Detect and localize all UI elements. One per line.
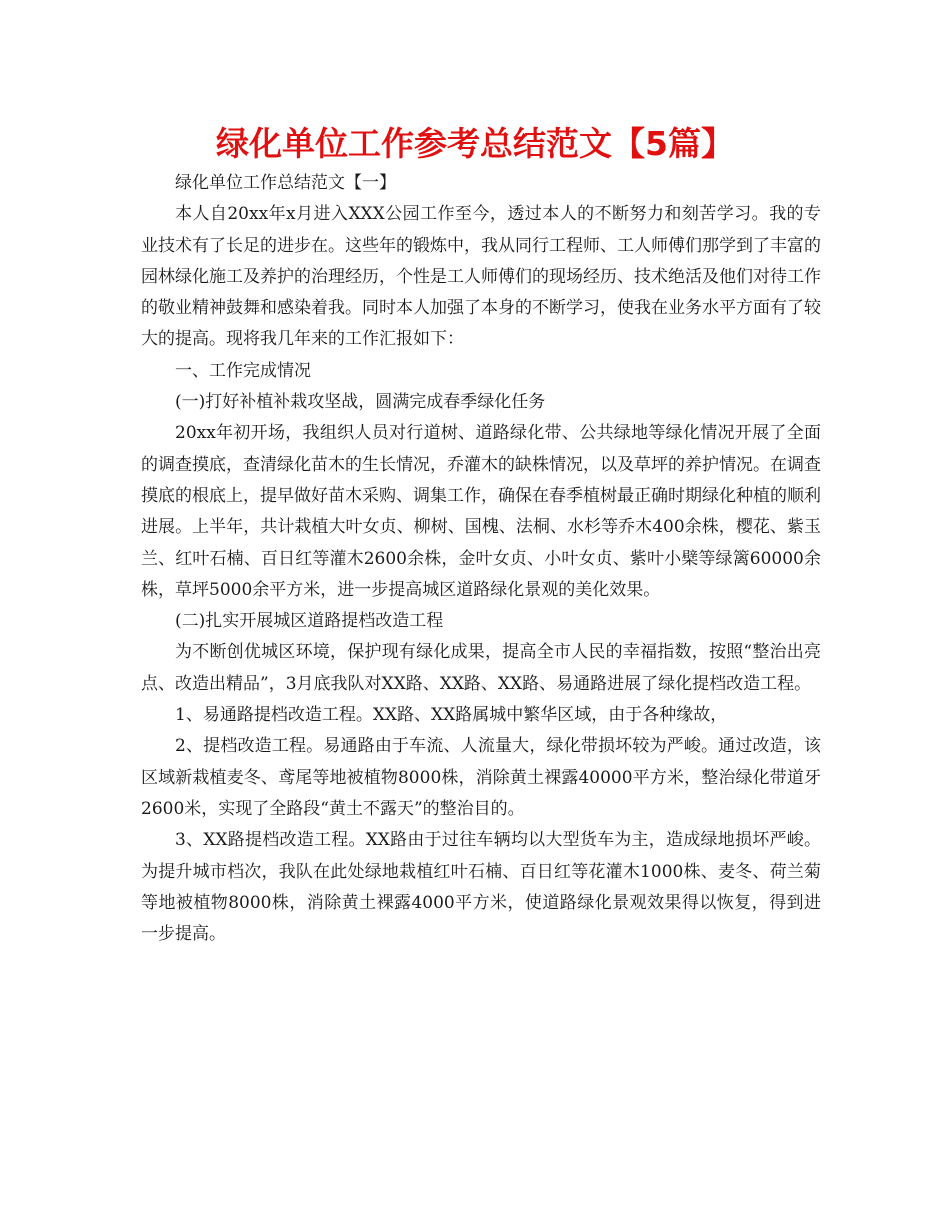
paragraph: 20xx年初开场，我组织人员对行道树、道路绿化带、公共绿地等绿化情况开展了全面的调查摸底，查清绿化苗木的生长情况，乔灌木的缺株情况，以及草坪的养护情况。在调查摸底的根底上，提早做好苗木采购、调集工作，确保在春季植树最正确时期绿化种植的顺利进展。上半年，共计栽植大叶女贞、柳树、国槐、法桐、水杉等乔木400余株，樱花、紫玉兰、红叶石楠、百日红等灌木2600余株，金叶女贞、小叶女贞、紫叶小檗等绿篱60000余株，草坪5000余平方米，进一步提高城区道路绿化景观的美化效果。 (141, 423, 821, 600)
subsection-heading: (二)扎实开展城区道路提档改造工程 (175, 611, 444, 632)
paragraph: 为不断创优城区环境，保护现有绿化成果，提高全市人民的幸福指数，按照“整治出亮点、改造出精品”，3月底我队对XX路、XX路、XX路、易通路进展了绿化提档改造工程。 (141, 642, 821, 694)
document-body (141, 168, 821, 950)
section-heading: 绿化单位工作总结范文【一】 (175, 173, 396, 193)
paragraph: 3、XX路提档改造工程。XX路由于过往车辆均以大型货车为主，造成绿地损坏严峻。为提升城市档次，我队在此处绿地栽植红叶石楠、百日红等花灌木1000株、麦冬、荷兰菊等地被植物8000株，消除黄土裸露4000平方米，使道路绿化景观效果得以恢复，得到进一步提高。 (141, 830, 821, 945)
section-heading: 一、工作完成情况 (175, 360, 311, 381)
paragraph: 本人自20xx年x月进入XXX公园工作至今，透过本人的不断努力和刻苦学习。我的专业技术有了长足的进步在。这些年的锻炼中，我从同行工程师、工人师傅们那学到了丰富的园林绿化施工及养护的治理经历，个性是工人师傅们的现场经历、技术绝活及他们对待工作的敬业精神鼓舞和感染着我。同时本人加强了本身的不断学习，使我在业务水平方面有了较大的提高。现将我几年来的工作汇报如下： (141, 204, 821, 350)
subsection-heading: (一)打好补植补栽攻坚战，圆满完成春季绿化任务 (175, 392, 546, 413)
paragraph: 2、提档改造工程。易通路由于车流、人流量大，绿化带损坏较为严峻。通过改造，该区域新栽植麦冬、鸢尾等地被植物8000株，消除黄土裸露40000平方米，整治绿化带道牙2600米，实现了全路段“黄土不露天”的整治目的。 (141, 736, 821, 819)
document-title: 绿化单位工作参考总结范文【5篇】 (216, 124, 734, 163)
paragraph: 1、易通路提档改造工程。XX路、XX路属城中繁华区域，由于各种缘故， (175, 705, 728, 726)
